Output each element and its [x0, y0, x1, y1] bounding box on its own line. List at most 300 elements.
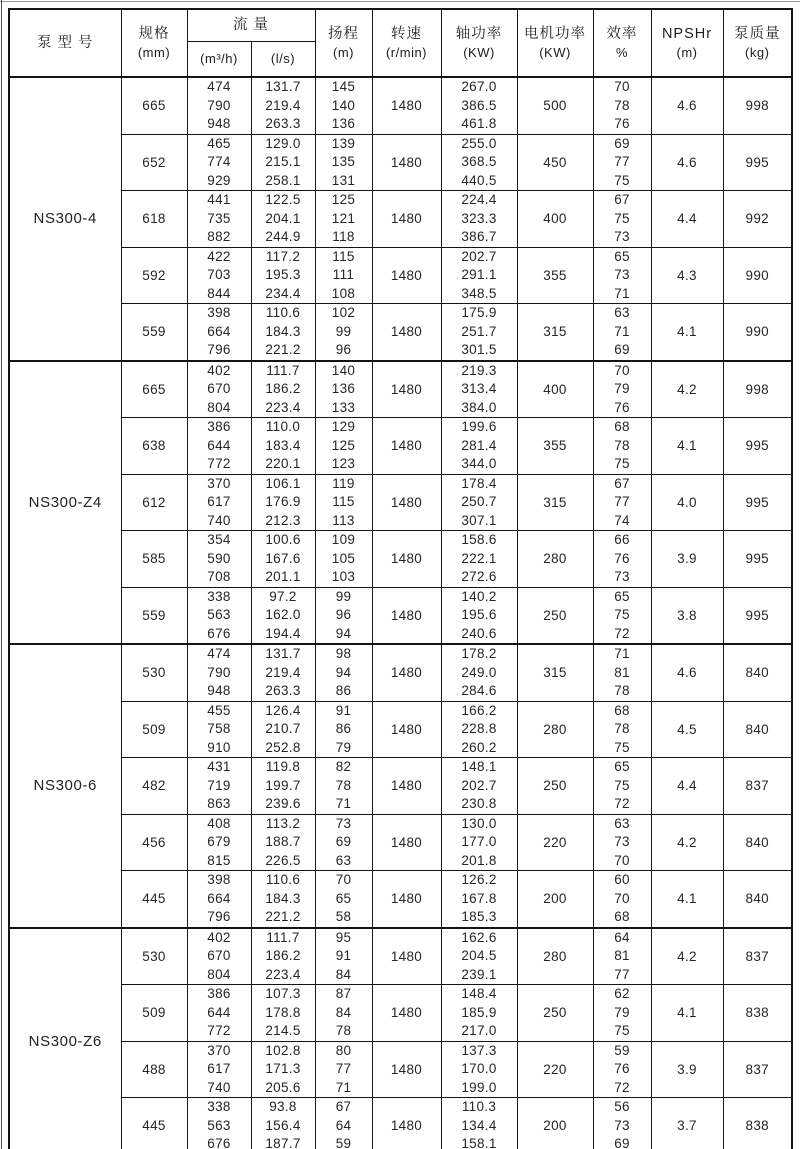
flow-ls-cell-value: 171.3: [265, 1061, 301, 1076]
head-cell-value: 115: [332, 494, 355, 509]
speed-cell: 1480: [372, 531, 441, 588]
shaft-power-cell: [441, 1041, 517, 1098]
header-shaft-power-unit: (KW): [463, 45, 495, 60]
speed-cell: 1480: [372, 587, 441, 644]
speed-cell: 1480: [372, 77, 441, 134]
spec-row: [9, 985, 792, 1042]
flow-m3h-cell-value: 370: [207, 1042, 231, 1058]
motor-power-cell: 220: [517, 814, 593, 871]
head-cell-value: 121: [331, 210, 356, 226]
head-cell-value: 123: [331, 456, 356, 471]
head-cell-value: 84: [335, 1004, 352, 1020]
npshr-cell: 4.4: [651, 191, 723, 248]
mass-cell: 840: [723, 814, 792, 871]
npshr-cell: 3.7: [651, 1098, 723, 1149]
head-cell: [315, 1098, 372, 1149]
flow-m3h-cell-value: 474: [207, 79, 231, 94]
flow-m3h-cell: [187, 644, 251, 701]
head-cell-value: 129: [331, 419, 356, 434]
head-cell: [315, 644, 372, 701]
shaft-power-cell-value: 307.1: [461, 512, 497, 528]
spec-cell: 665: [121, 77, 187, 134]
efficiency-cell: [593, 247, 651, 304]
flow-m3h-cell-value: 398: [207, 305, 231, 320]
flow-m3h-cell-value: 422: [207, 248, 231, 264]
flow-m3h-cell-value: 338: [207, 588, 231, 604]
header-motor-power-unit: (KW): [539, 45, 571, 60]
efficiency-cell-value: 75: [614, 456, 630, 471]
flow-m3h-cell-value: 670: [207, 948, 231, 963]
header-main-row: [9, 9, 792, 41]
flow-m3h-cell: [187, 531, 251, 588]
efficiency-cell-value: 67: [614, 475, 630, 491]
shaft-power-cell-value: 167.8: [461, 890, 497, 906]
flow-ls-cell: [251, 701, 315, 758]
shaft-power-cell-value: 140.2: [461, 588, 497, 604]
shaft-power-cell-value: 199.0: [461, 1079, 497, 1095]
shaft-power-cell-value: 461.8: [461, 116, 497, 131]
flow-ls-cell-value: 117.2: [265, 248, 301, 264]
efficiency-cell-value: 69: [614, 1136, 630, 1149]
flow-m3h-cell-value: 386: [207, 419, 231, 434]
spec-row: [9, 191, 792, 248]
flow-m3h-cell-value: 708: [207, 569, 231, 584]
shaft-power-cell: [441, 418, 517, 475]
flow-ls-cell-value: 93.8: [269, 1099, 297, 1114]
shaft-power-cell: [441, 871, 517, 928]
shaft-power-cell: [441, 304, 517, 361]
head-cell-value: 119: [332, 475, 355, 491]
flow-m3h-cell-value: 740: [207, 1079, 231, 1095]
flow-m3h-cell-value: 676: [207, 625, 231, 641]
shaft-power-cell-value: 137.3: [461, 1042, 497, 1058]
mass-cell: 992: [723, 191, 792, 248]
npshr-cell: 4.4: [651, 758, 723, 815]
efficiency-cell-value: 67: [614, 192, 630, 207]
shaft-power-cell-value: 130.0: [461, 815, 497, 831]
efficiency-cell-value: 74: [614, 512, 630, 528]
header-flow-ls: [251, 41, 315, 77]
shaft-power-cell-value: 224.4: [461, 192, 497, 207]
flow-m3h-cell: [187, 1098, 251, 1149]
shaft-power-cell: [441, 361, 517, 418]
spec-cell: 488: [121, 1041, 187, 1098]
flow-m3h-cell: [187, 304, 251, 361]
efficiency-cell-value: 68: [614, 419, 630, 434]
efficiency-cell: [593, 361, 651, 418]
efficiency-cell-value: 71: [614, 285, 630, 301]
flow-ls-cell: [251, 418, 315, 475]
efficiency-cell-value: 63: [614, 305, 630, 320]
flow-ls-cell-value: 188.7: [265, 834, 301, 849]
efficiency-cell: [593, 304, 651, 361]
efficiency-cell-value: 65: [614, 759, 630, 774]
speed-cell: 1480: [372, 1098, 441, 1149]
flow-ls-cell-value: 201.1: [265, 569, 301, 584]
flow-m3h-cell: [187, 191, 251, 248]
header-shaft-power-label: 轴功率: [455, 26, 503, 42]
head-cell-value: 108: [331, 285, 356, 301]
efficiency-cell-value: 72: [614, 625, 630, 641]
head-cell-value: 145: [331, 79, 356, 94]
npshr-cell: 4.6: [651, 644, 723, 701]
flow-ls-cell-value: 129.0: [265, 135, 301, 151]
efficiency-cell-value: 76: [614, 550, 630, 566]
head-cell-value: 58: [335, 909, 352, 924]
spec-cell: 665: [121, 361, 187, 418]
spec-row: [9, 304, 792, 361]
head-cell-value: 77: [335, 1061, 352, 1076]
shaft-power-cell-value: 228.8: [461, 721, 497, 736]
shaft-power-cell-value: 175.9: [461, 305, 497, 320]
efficiency-cell-value: 77: [614, 154, 630, 169]
header-speed-label: 转速: [391, 26, 422, 42]
flow-m3h-cell-value: 590: [207, 550, 231, 566]
flow-ls-cell-value: 263.3: [265, 683, 301, 698]
efficiency-cell: [593, 1098, 651, 1149]
header-pump-mass-unit: (kg): [745, 45, 770, 60]
flow-m3h-cell-value: 664: [207, 323, 231, 339]
head-cell: [315, 191, 372, 248]
speed-cell: 1480: [372, 814, 441, 871]
shaft-power-cell-value: 284.6: [461, 683, 497, 698]
efficiency-cell-value: 75: [614, 739, 630, 755]
flow-ls-cell-value: 252.8: [265, 739, 301, 755]
spec-row: [9, 1098, 792, 1149]
head-cell-value: 69: [335, 834, 352, 849]
npshr-cell: 4.6: [651, 77, 723, 134]
motor-power-cell: 400: [517, 191, 593, 248]
spec-row: [9, 361, 792, 418]
spec-cell: 585: [121, 531, 187, 588]
head-cell-value: 115: [332, 248, 355, 264]
efficiency-cell: [593, 985, 651, 1042]
shaft-power-cell-value: 204.5: [461, 948, 497, 963]
efficiency-cell-value: 73: [614, 569, 630, 584]
shaft-power-cell: [441, 77, 517, 134]
head-cell: [315, 304, 372, 361]
motor-power-cell: 220: [517, 1041, 593, 1098]
flow-m3h-cell-value: 441: [207, 192, 231, 207]
flow-ls-cell: [251, 985, 315, 1042]
head-cell-value: 99: [335, 323, 352, 339]
head-cell-value: 125: [331, 437, 356, 453]
head-cell-value: 67: [335, 1099, 352, 1114]
npshr-cell: 3.9: [651, 1041, 723, 1098]
efficiency-cell: [593, 1041, 651, 1098]
flow-m3h-cell-value: 370: [207, 475, 231, 491]
flow-m3h-cell-value: 796: [207, 909, 231, 924]
mass-cell: 990: [723, 304, 792, 361]
flow-m3h-cell-value: 790: [207, 97, 231, 113]
flow-ls-cell-value: 122.5: [265, 192, 301, 207]
spec-cell: 638: [121, 418, 187, 475]
speed-cell: 1480: [372, 247, 441, 304]
flow-m3h-cell-value: 563: [207, 1117, 231, 1133]
flow-m3h-cell-value: 910: [207, 739, 231, 755]
efficiency-cell-value: 71: [614, 646, 630, 661]
flow-ls-cell-value: 97.2: [269, 588, 297, 604]
flow-m3h-cell-value: 617: [207, 494, 231, 509]
spec-cell: 509: [121, 701, 187, 758]
flow-ls-cell-value: 178.8: [265, 1004, 301, 1020]
flow-ls-cell-value: 131.7: [265, 646, 301, 661]
head-cell-value: 136: [331, 381, 356, 396]
motor-power-cell: 280: [517, 928, 593, 985]
efficiency-cell-value: 68: [614, 702, 630, 718]
efficiency-cell-value: 71: [614, 323, 630, 339]
mass-cell: 995: [723, 474, 792, 531]
efficiency-cell-value: 78: [614, 97, 630, 113]
flow-m3h-cell-value: 804: [207, 399, 231, 415]
shaft-power-cell-value: 313.4: [461, 381, 497, 396]
spec-row: [9, 814, 792, 871]
flow-m3h-cell-value: 719: [207, 777, 231, 793]
head-cell-value: 94: [335, 664, 352, 680]
flow-ls-cell: [251, 587, 315, 644]
flow-ls-cell-value: 119.8: [265, 759, 301, 774]
efficiency-cell-value: 70: [614, 852, 630, 868]
efficiency-cell: [593, 814, 651, 871]
header-speed: [372, 9, 441, 77]
efficiency-cell: [593, 701, 651, 758]
head-cell-value: 70: [335, 872, 352, 887]
shaft-power-cell-value: 250.7: [461, 494, 497, 509]
efficiency-cell-value: 70: [614, 890, 630, 906]
npshr-cell: 3.9: [651, 531, 723, 588]
motor-power-cell: 250: [517, 758, 593, 815]
shaft-power-cell-value: 267.0: [461, 79, 497, 94]
flow-ls-cell-value: 113.2: [265, 815, 301, 831]
head-cell-value: 96: [335, 342, 352, 357]
efficiency-cell-value: 75: [614, 1023, 630, 1038]
efficiency-cell-value: 76: [614, 399, 630, 415]
spec-row: [9, 644, 792, 701]
speed-cell: 1480: [372, 191, 441, 248]
flow-ls-cell-value: 223.4: [265, 966, 301, 982]
flow-m3h-cell-value: 644: [207, 437, 231, 453]
efficiency-cell-value: 72: [614, 796, 630, 811]
flow-m3h-cell: [187, 134, 251, 191]
shaft-power-cell-value: 202.7: [461, 777, 497, 793]
flow-ls-cell-value: 244.9: [265, 229, 301, 244]
shaft-power-cell: [441, 191, 517, 248]
flow-m3h-cell-value: 772: [207, 1023, 231, 1038]
speed-cell: 1480: [372, 701, 441, 758]
mass-cell: 998: [723, 77, 792, 134]
shaft-power-cell-value: 272.6: [461, 569, 497, 584]
flow-ls-cell-value: 239.6: [265, 796, 301, 811]
flow-ls-cell-value: 194.4: [265, 625, 301, 641]
flow-m3h-cell-value: 670: [207, 381, 231, 396]
mass-cell: 995: [723, 587, 792, 644]
flow-m3h-cell-value: 474: [207, 646, 231, 661]
motor-power-cell: 280: [517, 701, 593, 758]
flow-m3h-cell-value: 740: [207, 512, 231, 528]
npshr-cell: 4.1: [651, 418, 723, 475]
npshr-cell: 4.2: [651, 928, 723, 985]
efficiency-cell: [593, 928, 651, 985]
flow-m3h-cell-value: 664: [207, 890, 231, 906]
efficiency-cell-value: 75: [614, 777, 630, 793]
motor-power-cell: 450: [517, 134, 593, 191]
npshr-cell: 4.2: [651, 361, 723, 418]
head-cell-value: 105: [331, 550, 356, 566]
efficiency-cell-value: 77: [614, 494, 630, 509]
spec-cell: 652: [121, 134, 187, 191]
shaft-power-cell-value: 249.0: [461, 664, 497, 680]
shaft-power-cell: [441, 474, 517, 531]
header-efficiency-label: 效率: [606, 26, 638, 42]
head-cell-value: 133: [331, 399, 356, 415]
speed-cell: 1480: [372, 928, 441, 985]
head-cell-value: 102: [331, 305, 356, 320]
shaft-power-cell: [441, 758, 517, 815]
spec-cell: 482: [121, 758, 187, 815]
head-cell-value: 78: [335, 1023, 352, 1038]
head-cell: [315, 77, 372, 134]
head-cell: [315, 985, 372, 1042]
flow-ls-cell: [251, 474, 315, 531]
spec-cell: 456: [121, 814, 187, 871]
flow-ls-cell-value: 106.1: [265, 475, 301, 491]
head-cell: [315, 361, 372, 418]
efficiency-cell-value: 81: [614, 948, 630, 963]
flow-m3h-cell-value: 948: [207, 683, 231, 698]
shaft-power-cell: [441, 985, 517, 1042]
motor-power-cell: 250: [517, 985, 593, 1042]
header-motor-power: [517, 9, 593, 77]
flow-ls-cell-value: 219.4: [265, 664, 301, 680]
flow-m3h-cell: [187, 247, 251, 304]
efficiency-cell: [593, 191, 651, 248]
flow-ls-cell: [251, 928, 315, 985]
header-head: [315, 9, 372, 77]
flow-ls-cell: [251, 304, 315, 361]
flow-ls-cell-value: 204.1: [265, 210, 301, 226]
flow-m3h-cell-value: 863: [207, 796, 231, 811]
npshr-cell: 4.1: [651, 304, 723, 361]
header-spec-unit: (mm): [137, 45, 171, 60]
shaft-power-cell-value: 185.3: [461, 909, 497, 924]
head-cell-value: 111: [332, 267, 355, 282]
mass-cell: 995: [723, 418, 792, 475]
shaft-power-cell: [441, 701, 517, 758]
flow-m3h-cell-value: 796: [207, 342, 231, 357]
flow-ls-cell-value: 176.9: [265, 494, 301, 509]
flow-ls-cell-value: 186.2: [265, 381, 301, 396]
shaft-power-cell-value: 344.0: [461, 456, 497, 471]
mass-cell: 837: [723, 1041, 792, 1098]
head-cell-value: 87: [335, 986, 352, 1001]
spec-row: [9, 77, 792, 134]
head-cell-value: 118: [332, 229, 355, 244]
flow-m3h-cell-value: 617: [207, 1061, 231, 1076]
spec-cell: 445: [121, 871, 187, 928]
efficiency-cell-value: 65: [614, 588, 630, 604]
header-flow-ls-unit: (l/s): [270, 51, 296, 67]
shaft-power-cell-value: 386.5: [461, 97, 497, 113]
spec-row: [9, 871, 792, 928]
shaft-power-cell-value: 158.6: [461, 532, 497, 547]
spec-cell: 559: [121, 587, 187, 644]
spec-cell: 618: [121, 191, 187, 248]
flow-ls-cell: [251, 77, 315, 134]
head-cell-value: 73: [335, 815, 352, 831]
spec-row: [9, 531, 792, 588]
flow-m3h-cell: [187, 361, 251, 418]
flow-ls-cell-value: 186.2: [265, 948, 301, 963]
header-flow-m3h: [187, 41, 251, 77]
efficiency-cell-value: 75: [614, 172, 630, 188]
shaft-power-cell-value: 201.8: [461, 852, 497, 868]
shaft-power-cell-value: 148.4: [461, 986, 497, 1001]
flow-m3h-cell-value: 354: [207, 532, 231, 547]
flow-ls-cell-value: 199.7: [265, 777, 301, 793]
flow-ls-cell-value: 167.6: [265, 550, 301, 566]
head-cell-value: 82: [335, 759, 352, 774]
flow-m3h-cell: [187, 587, 251, 644]
spec-row: [9, 418, 792, 475]
shaft-power-cell-value: 323.3: [461, 210, 497, 226]
head-cell-value: 59: [335, 1136, 352, 1149]
shaft-power-cell: [441, 814, 517, 871]
shaft-power-cell-value: 177.0: [461, 834, 497, 849]
speed-cell: 1480: [372, 418, 441, 475]
flow-ls-cell-value: 107.3: [265, 986, 301, 1001]
spec-cell: 612: [121, 474, 187, 531]
efficiency-cell-value: 78: [614, 683, 630, 698]
speed-cell: 1480: [372, 474, 441, 531]
flow-m3h-cell-value: 844: [207, 285, 231, 301]
head-cell-value: 95: [335, 929, 352, 945]
spec-cell: 559: [121, 304, 187, 361]
efficiency-cell-value: 72: [614, 1079, 630, 1095]
efficiency-cell-value: 77: [614, 966, 630, 982]
shaft-power-cell-value: 162.6: [461, 929, 497, 945]
motor-power-cell: 315: [517, 474, 593, 531]
motor-power-cell: 200: [517, 1098, 593, 1149]
shaft-power-cell: [441, 644, 517, 701]
efficiency-cell: [593, 758, 651, 815]
head-cell-value: 98: [335, 646, 352, 661]
shaft-power-cell-value: 178.2: [461, 646, 497, 661]
header-pump-model-label: 泵 型 号: [36, 34, 94, 51]
flow-m3h-cell-value: 774: [207, 154, 231, 169]
header-pump-mass: [723, 9, 792, 77]
efficiency-cell: [593, 77, 651, 134]
shaft-power-cell-value: 239.1: [461, 966, 497, 982]
header-flow-label: 流 量: [232, 16, 270, 33]
spec-row: [9, 134, 792, 191]
shaft-power-cell-value: 222.1: [461, 550, 497, 566]
mass-cell: 840: [723, 871, 792, 928]
flow-m3h-cell: [187, 814, 251, 871]
flow-ls-cell-value: 110.0: [265, 419, 301, 434]
header-flow: [187, 9, 315, 41]
head-cell: [315, 814, 372, 871]
header-motor-power-label: 电机功率: [524, 26, 586, 42]
shaft-power-cell: [441, 928, 517, 985]
efficiency-cell-value: 63: [614, 815, 630, 831]
head-cell: [315, 928, 372, 985]
head-cell-value: 91: [335, 948, 352, 963]
header-spec-label: 规格: [138, 26, 170, 42]
efficiency-cell-value: 62: [614, 986, 630, 1001]
shaft-power-cell-value: 281.4: [461, 437, 497, 453]
shaft-power-cell-value: 134.4: [461, 1117, 497, 1133]
efficiency-cell: [593, 531, 651, 588]
